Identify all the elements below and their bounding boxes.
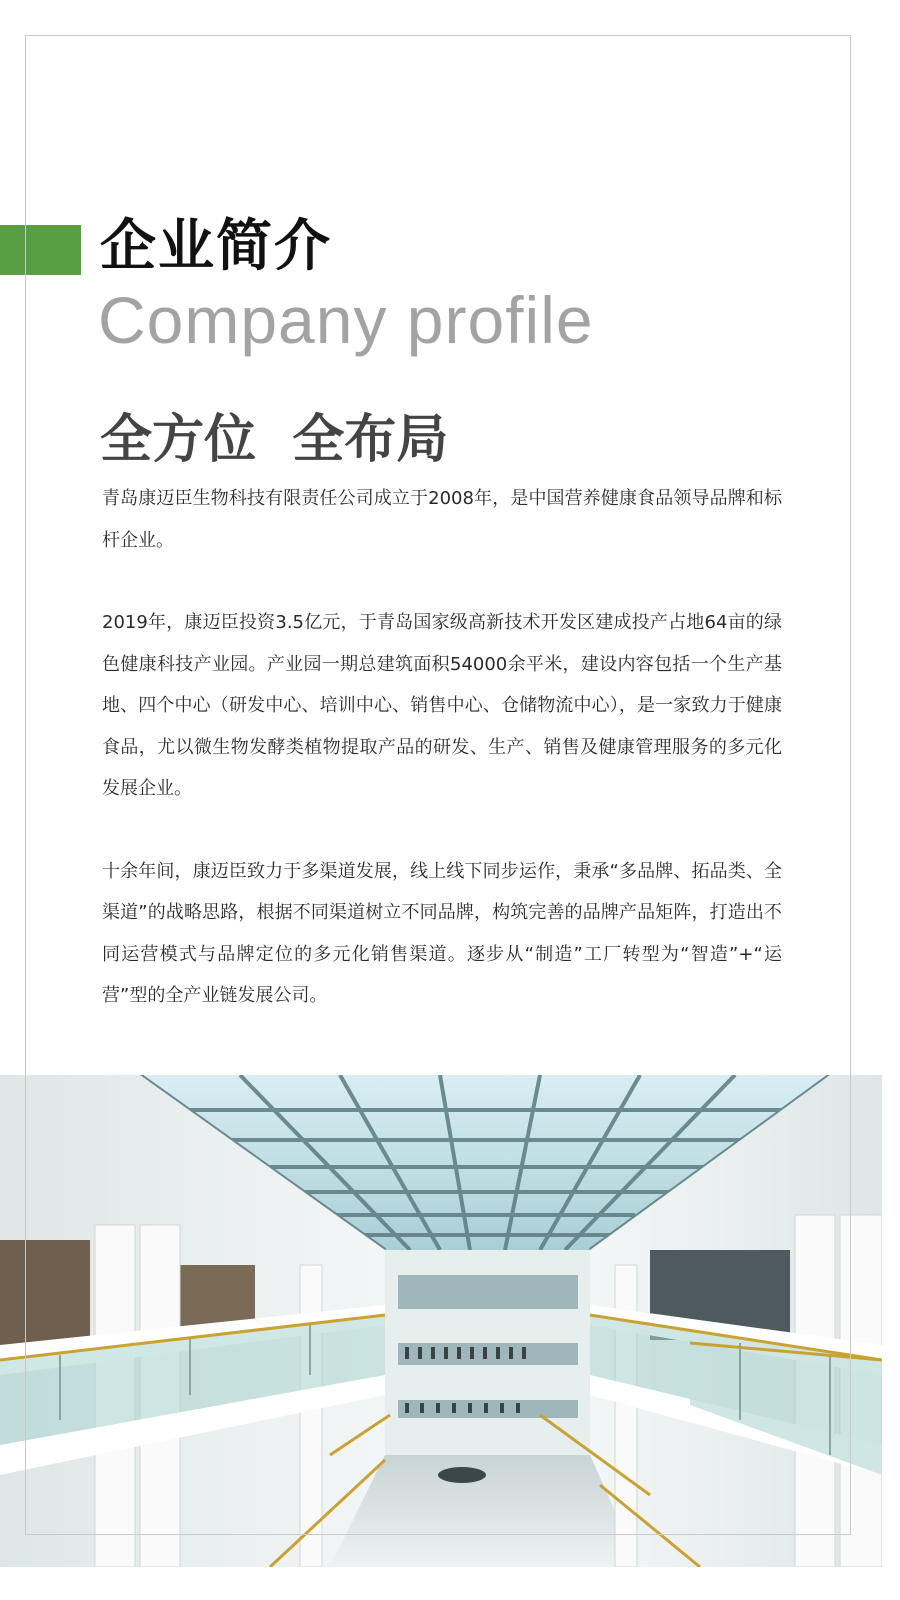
profile-paragraph-1: 青岛康迈臣生物科技有限责任公司成立于2008年，是中国营养健康食品领导品牌和标杆企业。 [102,488,782,551]
atrium-photo [0,1075,882,1567]
page-title: 企业简介 [100,214,332,279]
page-subtitle-en: Company profile [98,283,594,357]
atrium-illustration [0,1075,882,1567]
slogan-heading: 全方位 全布局 [100,410,449,470]
profile-body [102,478,782,1058]
accent-bar [0,225,81,275]
profile-paragraph-3: 十余年间，康迈臣致力于多渠道发展，线上线下同步运作，秉承“多品牌、拓品类、全渠道”的战略思路，根据不同渠道树立不同品牌，构筑完善的品牌产品矩阵，打造出不同运营模式与品牌定位的多元化销售渠道。逐步从“制造”工厂转型为“智造”+“运营”型的全产业链发展公司。 [102,860,782,1006]
profile-paragraph-2: 2019年，康迈臣投资3.5亿元，于青岛国家级高新技术开发区建成投产占地64亩的绿色健康科技产业园。产业园一期总建筑面积54000余平米，建设内容包括一个生产基地、四个中心（研发中心、培训中心、销售中心、仓储物流中心），是一家致力于健康食品，尤以微生物发酵类植物提取产品的研发、生产、销售及健康管理服务的多元化发展企业。 [102,612,782,799]
